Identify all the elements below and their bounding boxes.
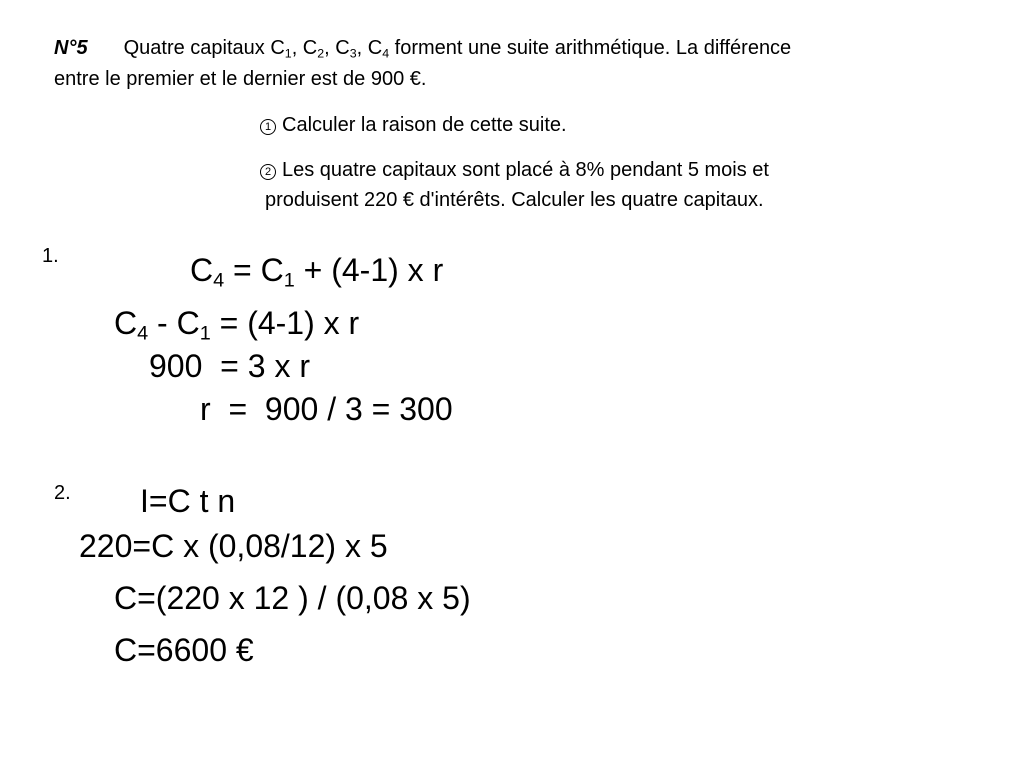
question-1 <box>260 115 567 135</box>
problem-number: N°5 <box>54 37 88 59</box>
question-2-marker: 2 <box>260 164 276 180</box>
solution-1-equation-1: $C_4 = C_1 + (4-1)$ x r <box>190 252 444 292</box>
solution-2-equation-1: I=C t n <box>140 483 236 519</box>
problem-statement-line1: N°5 Quatre capitaux $C_1$, $C_2$, $C_3$, $C_4$ forment une suite arithmétique. La différence <box>54 37 792 61</box>
solution-2-equation-3: C=(220 x 12 ) / (0,08 x 5) <box>114 580 471 616</box>
question-2-line2: produisent 220 € d'intérêts. Calculer les quatre capitaux. <box>265 189 764 211</box>
solution-1-equation-4: r = 900 / 3 = 300 <box>200 391 453 427</box>
question-1-marker: 1 <box>260 119 276 135</box>
solution-2-equation-2: 220=C x (0,08/12) x 5 <box>79 528 388 564</box>
solution-1-equation-3: 900 = 3 x r <box>149 348 310 384</box>
solution-1-label: 1. <box>42 245 59 267</box>
solution-1-equation-2: $C_4 - C_1 = (4-1)$ x r <box>114 305 360 345</box>
solution-2-equation-4: C=6600 € <box>114 632 254 668</box>
question-2-text: Les quatre capitaux sont placé à 8% pendant 5 mois et <box>282 159 769 181</box>
solution-2-label: 2. <box>54 482 71 504</box>
problem-statement-line2: entre le premier et le dernier est de 900 €. <box>54 68 427 90</box>
question-2-line1 <box>260 160 769 180</box>
question-1-text: Calculer la raison de cette suite. <box>282 114 567 136</box>
